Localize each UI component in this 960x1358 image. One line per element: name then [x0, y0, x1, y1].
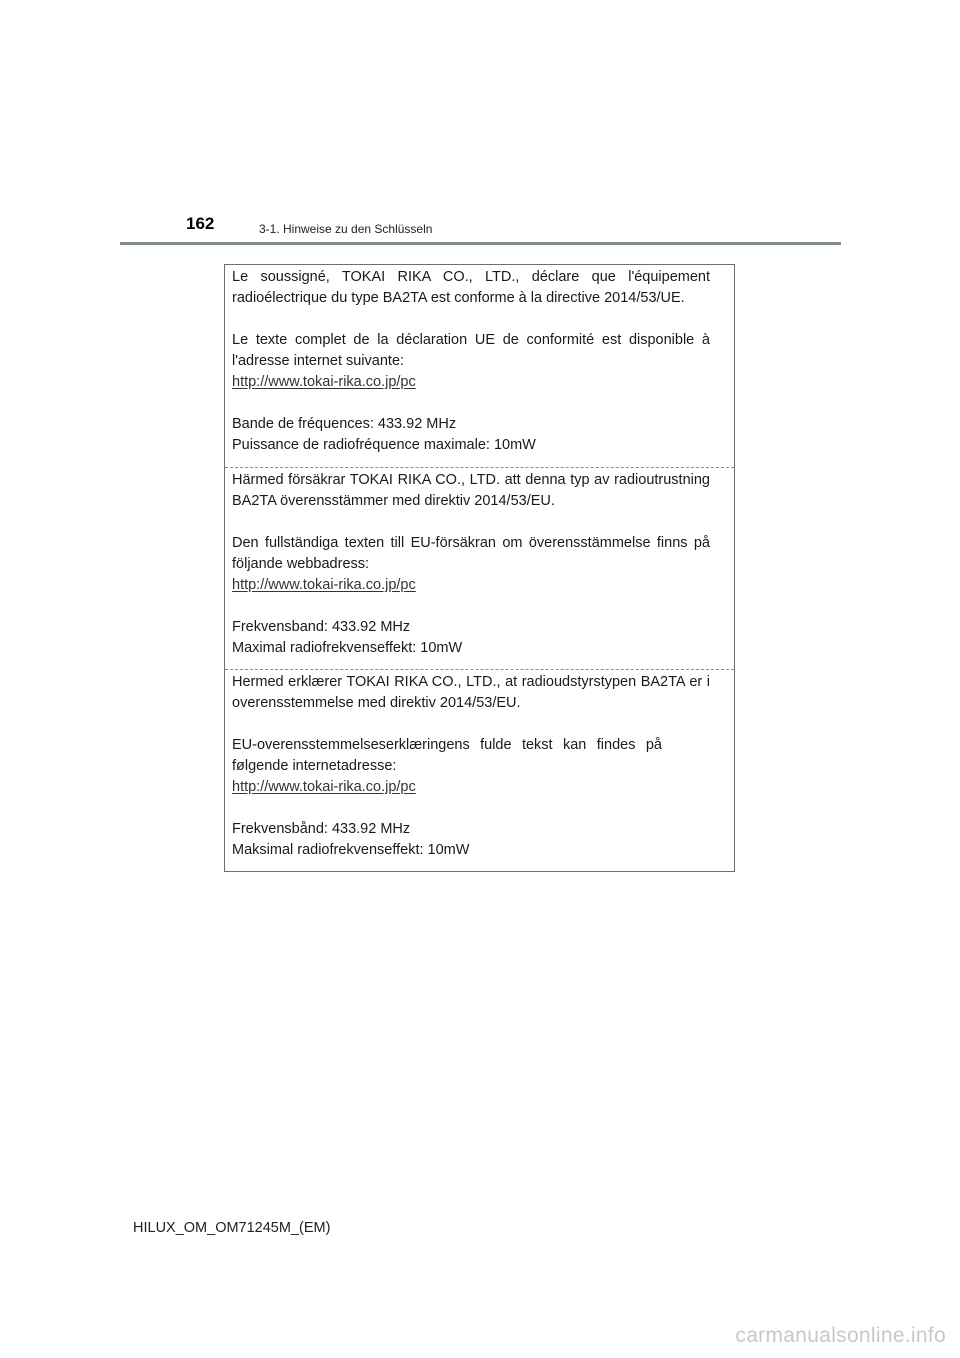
swedish-url-link[interactable]: http://www.tokai-rika.co.jp/pc: [232, 577, 416, 593]
french-frequency-band: Bande de fréquences: 433.92 MHz: [232, 416, 457, 432]
danish-url-link[interactable]: http://www.tokai-rika.co.jp/pc: [232, 779, 416, 795]
swedish-declaration: Härmed försäkrar TOKAI RIKA CO., LTD. att denna typ av radioutrustning BA2TA överensstämmer med direktiv 2014/53/EU.: [232, 472, 710, 509]
french-max-power: Puissance de radiofréquence maximale: 10mW: [232, 437, 536, 453]
section-french: [225, 265, 734, 467]
page-number: 162: [186, 214, 215, 233]
danish-declaration: Hermed erklærer TOKAI RIKA CO., LTD., at radioudstyrstypen BA2TA er i overensstemmelse med direktiv 2014/53/EU.: [232, 674, 710, 711]
swedish-frequency-band: Frekvensband: 433.92 MHz: [232, 619, 411, 635]
declaration-box: [224, 264, 735, 872]
swedish-max-power: Maximal radiofrekvenseffekt: 10mW: [232, 640, 463, 656]
swedish-full-text-intro: Den fullständiga texten till EU-försäkran om överensstämmelse finns på följande webbadress:: [232, 535, 710, 572]
document-code: HILUX_OM_OM71245M_(EM): [133, 1220, 331, 1236]
danish-full-text-intro: EU-overensstemmelseserklæringens fulde tekst kan findes på følgende internetadresse:: [232, 737, 662, 774]
french-full-text-intro: Le texte complet de la déclaration UE de conformité est disponible à l'adresse internet suivante:: [232, 332, 710, 369]
watermark: carmanualsonline.info: [735, 1324, 946, 1347]
danish-frequency-band: Frekvensbånd: 433.92 MHz: [232, 821, 411, 837]
header-rule: [120, 242, 841, 245]
french-url-link[interactable]: http://www.tokai-rika.co.jp/pc: [232, 374, 416, 390]
danish-max-power: Maksimal radiofrekvenseffekt: 10mW: [232, 842, 470, 858]
section-swedish: [225, 467, 734, 669]
section-title: 3-1. Hinweise zu den Schlüsseln: [259, 222, 433, 236]
section-danish: [225, 669, 734, 872]
french-declaration: Le soussigné, TOKAI RIKA CO., LTD., déclare que l'équipement radioélectrique du type BA2TA est conforme à la directive 2014/53/UE.: [232, 269, 710, 306]
